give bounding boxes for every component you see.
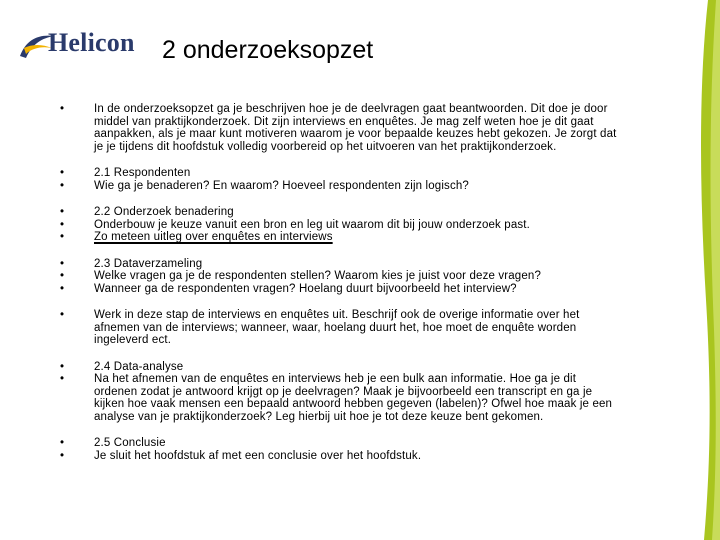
bullet-icon: •	[60, 373, 65, 385]
list-item	[60, 437, 700, 462]
text-line: Werk in deze stap de interviews en enquêtes uit. Beschrijf ook de overige informatie over het	[94, 309, 580, 321]
helicon-logo	[18, 26, 146, 66]
bullet-icon: •	[60, 360, 65, 373]
text-line: je je tijdens dit hoofdstuk volledig voorbereid op het uitvoeren van het praktijkonderzoek.	[94, 140, 557, 153]
bullet-list	[60, 103, 700, 476]
bullet-icon: •	[60, 257, 65, 270]
list-item-text	[94, 437, 700, 462]
bullet-icon: •	[60, 231, 65, 243]
list-item-text	[94, 206, 700, 244]
bullet-icon: •	[60, 103, 65, 115]
text-line: ordenen zodat je antwoord krijgt op je deelvragen? Maak je bijvoorbeeld een transcript en ga je	[94, 385, 593, 398]
bullet-markers	[60, 258, 94, 296]
bullet-markers	[60, 309, 94, 347]
text-line: Je sluit het hoofdstuk af met een conclusie over het hoofdstuk.	[94, 449, 422, 462]
text-line: middel van praktijkonderzoek. Dit zijn interviews en enquêtes. Je mag zelf weten hoe je dit gaat	[94, 115, 594, 128]
bullet-icon: •	[60, 218, 65, 231]
list-item-text	[94, 103, 700, 153]
list-item-text	[94, 361, 700, 424]
bullet-markers	[60, 437, 94, 462]
list-item-text	[94, 167, 700, 192]
text-line: 2.1 Respondenten	[94, 167, 191, 179]
list-item	[60, 258, 700, 296]
bullet-markers	[60, 167, 94, 192]
slide-title: 2 onderzoeksopzet	[162, 36, 374, 64]
bullet-icon: •	[60, 437, 65, 449]
text-line: kijken hoe vaak mensen een bepaald antwoord hebben gegeven (labelen)? Ofwel hoe maak je een	[94, 398, 613, 410]
text-line: Onderbouw je keuze vanuit een bron en leg uit waarom dit bij jouw onderzoek past.	[94, 218, 530, 231]
bullet-icon: •	[60, 309, 65, 321]
text-line: 2.5 Conclusie	[94, 437, 166, 449]
bullet-icon: •	[60, 206, 65, 218]
bullet-markers	[60, 103, 94, 153]
list-item	[60, 361, 700, 424]
text-line: 2.2 Onderzoek benadering	[94, 206, 234, 218]
text-line: 2.4 Data-analyse	[94, 360, 184, 373]
list-item-text	[94, 258, 700, 296]
text-line: Welke vragen ga je de respondenten stellen? Waarom kies je juist voor deze vragen?	[94, 270, 541, 282]
list-item	[60, 309, 700, 347]
list-item	[60, 206, 700, 244]
text-line: ingeleverd ect.	[94, 334, 172, 346]
bullet-icon: •	[60, 179, 65, 192]
list-item	[60, 167, 700, 192]
bullet-icon: •	[60, 449, 65, 462]
list-item	[60, 103, 700, 153]
text-line: Wie ga je benaderen? En waarom? Hoeveel respondenten zijn logisch?	[94, 179, 469, 192]
bullet-markers	[60, 361, 94, 424]
underlined-note: Zo meteen uitleg over enquêtes en interviews	[94, 231, 333, 243]
bullet-markers	[60, 206, 94, 244]
logo-text: Helicon	[48, 28, 135, 57]
text-line: afnemen van de interviews; wanneer, waar, hoelang duurt het, hoe moet de enquête worden	[94, 321, 577, 334]
list-item-text	[94, 309, 700, 347]
text-line: analyse van je praktijkonderzoek? Leg hierbij uit hoe je tot deze keuze bent gekomen.	[94, 410, 544, 423]
text-line: aanpakken, als je maar kunt motiveren waarom je voor bepaalde keuzes hebt gekozen. Je zorgt dat	[94, 128, 617, 140]
bullet-icon: •	[60, 282, 65, 295]
text-line: Wanneer ga de respondenten vragen? Hoelang duurt bijvoorbeeld het interview?	[94, 282, 517, 295]
bullet-icon: •	[60, 167, 65, 179]
text-line: In de onderzoeksopzet ga je beschrijven hoe je de deelvragen gaat beantwoorden. Dit doe je door	[94, 103, 608, 115]
bullet-icon: •	[60, 270, 65, 282]
text-line: 2.3 Dataverzameling	[94, 257, 203, 270]
text-line: Na het afnemen van de enquêtes en interviews heb je een bulk aan informatie. Hoe ga je dit	[94, 373, 577, 385]
